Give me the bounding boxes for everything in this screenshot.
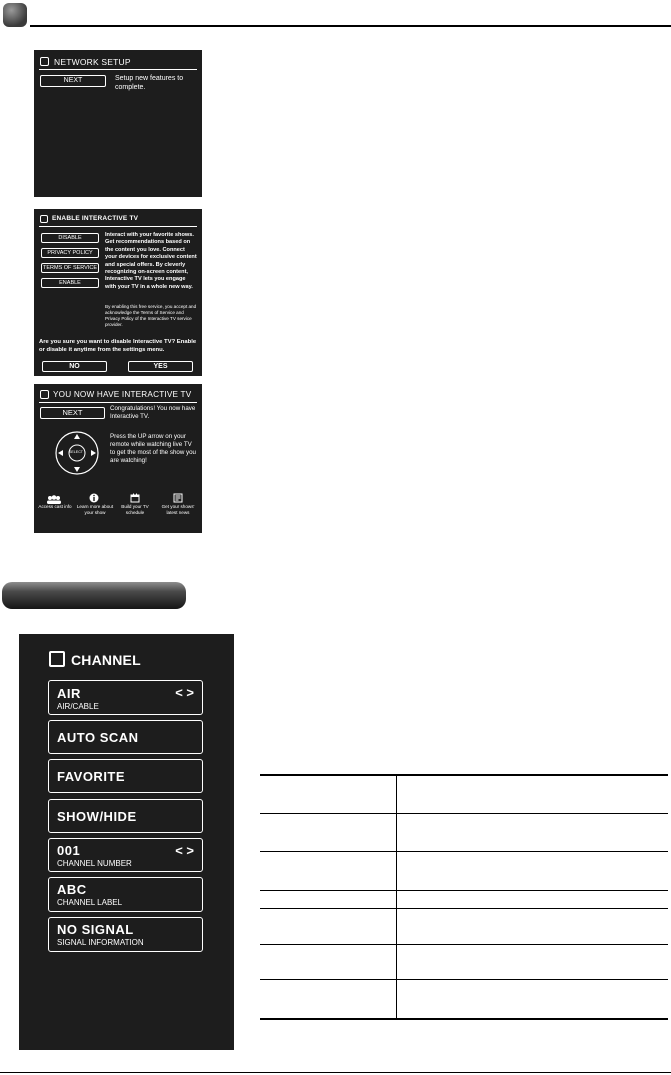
network-setup-panel (34, 50, 202, 197)
yes-button[interactable]: YES (128, 361, 193, 372)
table-rule (260, 944, 668, 945)
enable-button[interactable]: ENABLE (41, 278, 99, 288)
table-rule (260, 908, 668, 909)
title-divider (39, 402, 197, 403)
menu-item-label: CHANNEL NUMBER (57, 859, 132, 868)
checkbox-icon (40, 57, 49, 66)
menu-item-value: ABC (57, 882, 87, 897)
menu-item-value: FAVORITE (57, 769, 126, 784)
feature-label: Get your shows' latest news (161, 504, 195, 515)
table-rule (260, 851, 668, 852)
menu-item-label: SIGNAL INFORMATION (57, 938, 144, 947)
menu-item-value: NO SIGNAL (57, 922, 134, 937)
feature-news-icon (173, 490, 183, 500)
next-button[interactable]: NEXT (40, 75, 106, 87)
now-interactive-panel (34, 384, 202, 533)
select-label: SELECT (69, 450, 83, 454)
table-rule (260, 979, 668, 980)
top-rule (30, 25, 671, 27)
privacy-policy-button[interactable]: PRIVACY POLICY (41, 248, 99, 258)
terms-of-service-button[interactable]: TERMS OF SERVICE (43, 265, 97, 271)
bottom-rule (0, 1072, 671, 1073)
feature-label: Build your TV schedule (121, 504, 149, 515)
legal-text: By enabling this free service, you accept and acknowledge the Terms of Service and Privacy Policy of the Interactive TV service provider. (105, 304, 197, 327)
menu-item-channel-label[interactable] (48, 877, 203, 912)
table-rule (260, 813, 668, 814)
feature-calendar-icon (130, 490, 140, 500)
confirm-question: Are you sure you want to disable Interactive TV? Enable or disable it anytime from the settings menu. (39, 339, 197, 353)
remote-dpad (54, 430, 100, 476)
feature-cast-icon (46, 491, 62, 500)
disable-button[interactable]: DISABLE (41, 233, 99, 243)
section-icon (3, 3, 27, 27)
feature-info-icon (89, 490, 99, 500)
table-rule (260, 1018, 668, 1020)
table-column-divider (396, 774, 397, 1020)
menu-item-value: SHOW/HIDE (57, 809, 137, 824)
checkbox-icon (49, 651, 65, 667)
no-button[interactable]: NO (42, 361, 107, 372)
menu-item-signal-info[interactable] (48, 917, 203, 952)
panel-title: YOU NOW HAVE INTERACTIVE TV (53, 390, 192, 399)
instructions-text: Press the UP arrow on your remote while watching live TV to get the most of the show you are watching! (110, 433, 196, 464)
enable-interactive-panel (34, 209, 202, 376)
panel-title: NETWORK SETUP (54, 57, 131, 67)
menu-item-air-cable[interactable] (48, 680, 203, 715)
menu-item-value: 001 (57, 843, 81, 858)
description-text: Interact with your favorite shows. Get recommendations based on the content you love. Connect your devices for exclusive content and special offers. By cleverly recognizing on-screen content, Interactive TV lets you engage with your TV in a whole new way. (105, 232, 197, 290)
checkbox-icon (40, 215, 48, 223)
menu-item-label: CHANNEL LABEL (57, 898, 123, 907)
congrats-text: Congratulations! You now have Interactive TV. (110, 405, 196, 420)
feature-label: Learn more about your show (76, 504, 114, 515)
menu-item-value: AUTO SCAN (57, 730, 139, 745)
title-divider (39, 69, 197, 70)
channel-menu-panel (19, 634, 234, 1050)
checkbox-icon (40, 390, 49, 399)
next-button[interactable]: NEXT (40, 407, 105, 419)
menu-item-favorite[interactable] (48, 759, 203, 793)
setup-text: Setup new features to complete. (115, 75, 184, 91)
table-rule (260, 774, 668, 776)
menu-item-value: AIR (57, 686, 81, 701)
menu-item-show-hide[interactable] (48, 799, 203, 833)
menu-item-label: AIR/CABLE (57, 702, 99, 711)
panel-title: ENABLE INTERACTIVE TV (52, 215, 139, 222)
title-divider (39, 226, 197, 227)
table-rule (260, 890, 668, 891)
menu-title: CHANNEL (71, 652, 141, 668)
menu-item-channel-number[interactable] (48, 838, 203, 872)
menu-item-auto-scan[interactable] (48, 720, 203, 754)
left-right-arrows-icon[interactable]: < > (175, 685, 194, 700)
section-header-pill (2, 582, 186, 609)
settings-table (260, 774, 668, 1020)
feature-label: Access cast info (38, 504, 72, 509)
left-right-arrows-icon[interactable]: < > (175, 843, 194, 858)
